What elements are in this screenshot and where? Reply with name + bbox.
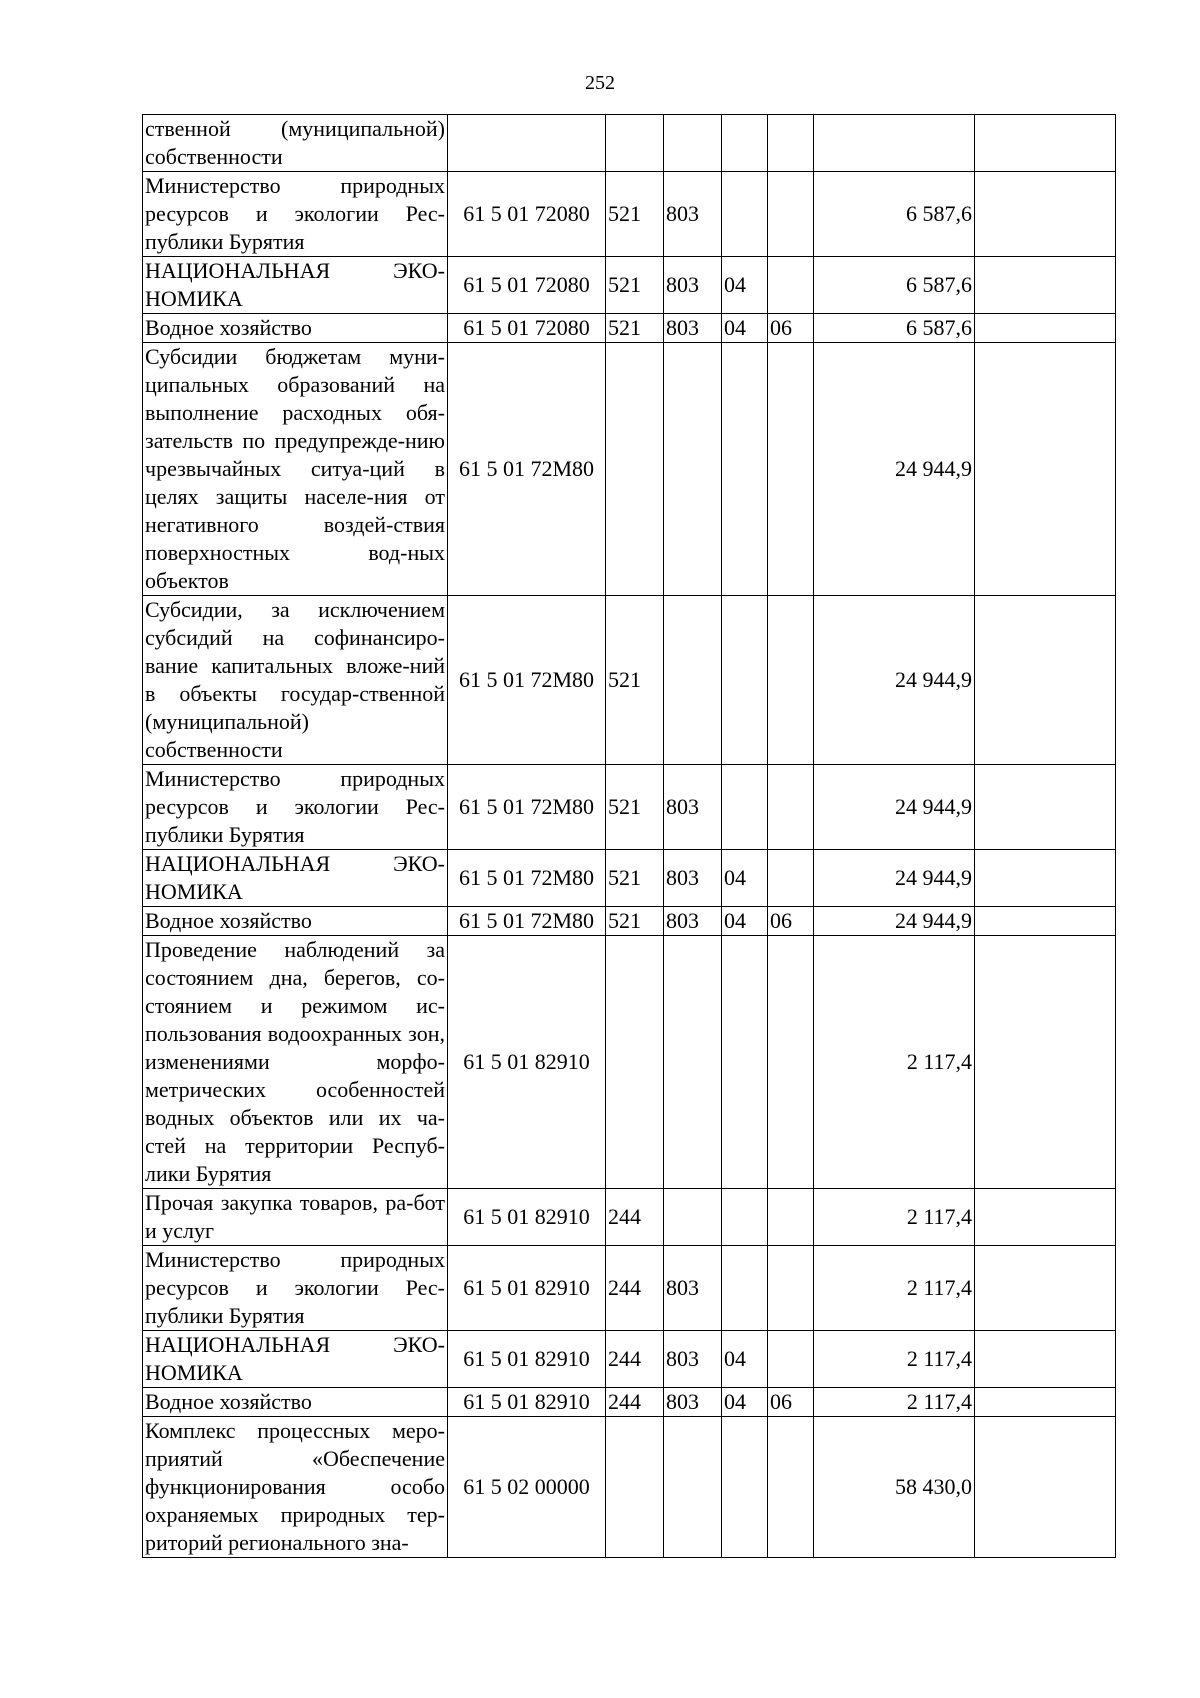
row-description: Министерство природных ресурсов и экологии Рес-публики Бурятия [143,765,448,850]
row-ministry-code: 803 [664,765,722,850]
row-subsection [768,257,814,314]
row-section [722,596,768,765]
row-description: Субсидии бюджетам муни-ципальных образований на выполнение расходных обя-зательств по предупрежде-нию чрезвычайных ситуа-ций в целях защиты населе-ния от негативного воздей-ствия поверхностных вод-ных объектов [143,343,448,596]
row-amount: 6 587,6 [814,257,975,314]
row-description: ственной (муниципальной) собственности [143,115,448,172]
row-section [722,1189,768,1246]
row-amount: 2 117,4 [814,1246,975,1331]
row-ministry-code [664,596,722,765]
row-subsection: 06 [768,314,814,343]
row-expense-type [606,115,664,172]
row-expense-type: 521 [606,257,664,314]
row-amount: 24 944,9 [814,850,975,907]
table-row [143,115,1116,172]
table-row [143,1417,1116,1558]
row-description: Проведение наблюдений за состоянием дна, берегов, со-стоянием и режимом ис-пользования водоохранных зон, изменениями морфо-метрических особенностей водных объектов или их ча-стей на территории Респуб-лики Бурятия [143,936,448,1189]
row-section [722,1246,768,1331]
row-description: НАЦИОНАЛЬНАЯ ЭКО-НОМИКА [143,1331,448,1388]
row-amount: 24 944,9 [814,343,975,596]
row-description: Водное хозяйство [143,1388,448,1417]
row-section: 04 [722,850,768,907]
row-target-code: 61 5 01 72М80 [448,596,606,765]
row-ministry-code: 803 [664,1331,722,1388]
row-description: Комплекс процессных меро-приятий «Обеспечение функционирования особо охраняемых природных тер-риторий регионального зна- [143,1417,448,1558]
row-target-code: 61 5 01 72М80 [448,343,606,596]
row-expense-type [606,343,664,596]
row-extra [975,343,1116,596]
table-row [143,850,1116,907]
row-extra [975,907,1116,936]
row-ministry-code [664,343,722,596]
row-expense-type: 521 [606,314,664,343]
row-target-code [448,115,606,172]
row-subsection [768,936,814,1189]
row-description: Субсидии, за исключением субсидий на софинансиро-вание капитальных вложе-ний в объекты государ-ственной (муниципальной) собственности [143,596,448,765]
row-ministry-code [664,1417,722,1558]
row-target-code: 61 5 01 72М80 [448,765,606,850]
row-section [722,172,768,257]
row-extra [975,1331,1116,1388]
row-section: 04 [722,1388,768,1417]
row-expense-type: 521 [606,765,664,850]
row-target-code: 61 5 01 72М80 [448,850,606,907]
row-ministry-code: 803 [664,257,722,314]
row-extra [975,596,1116,765]
row-ministry-code: 803 [664,1388,722,1417]
row-extra [975,850,1116,907]
row-extra [975,1189,1116,1246]
row-target-code: 61 5 01 72080 [448,172,606,257]
row-section [722,343,768,596]
row-extra [975,172,1116,257]
budget-table [142,114,1116,1558]
row-amount: 2 117,4 [814,1331,975,1388]
row-extra [975,936,1116,1189]
row-ministry-code [664,115,722,172]
row-section: 04 [722,907,768,936]
table-row [143,1189,1116,1246]
table-row [143,936,1116,1189]
row-description: Министерство природных ресурсов и экологии Рес-публики Бурятия [143,172,448,257]
row-subsection: 06 [768,1388,814,1417]
row-expense-type: 244 [606,1246,664,1331]
row-amount: 58 430,0 [814,1417,975,1558]
row-ministry-code: 803 [664,314,722,343]
row-target-code: 61 5 01 82910 [448,1388,606,1417]
row-subsection [768,115,814,172]
row-ministry-code: 803 [664,907,722,936]
row-subsection: 06 [768,907,814,936]
row-extra [975,314,1116,343]
row-amount: 24 944,9 [814,596,975,765]
row-amount: 24 944,9 [814,907,975,936]
row-description: НАЦИОНАЛЬНАЯ ЭКО-НОМИКА [143,257,448,314]
row-amount: 6 587,6 [814,172,975,257]
row-target-code: 61 5 01 72080 [448,314,606,343]
row-expense-type: 521 [606,172,664,257]
table-row [143,257,1116,314]
row-extra [975,115,1116,172]
table-row [143,1246,1116,1331]
row-extra [975,1246,1116,1331]
row-target-code: 61 5 01 72080 [448,257,606,314]
row-subsection [768,1189,814,1246]
row-description: Прочая закупка товаров, ра-бот и услуг [143,1189,448,1246]
table-row [143,907,1116,936]
row-subsection [768,596,814,765]
row-expense-type [606,936,664,1189]
row-expense-type: 521 [606,850,664,907]
table-body [143,115,1116,1558]
row-expense-type [606,1417,664,1558]
row-amount: 2 117,4 [814,1388,975,1417]
row-extra [975,1417,1116,1558]
row-target-code: 61 5 01 72М80 [448,907,606,936]
row-section: 04 [722,1331,768,1388]
row-ministry-code: 803 [664,850,722,907]
row-section [722,936,768,1189]
row-expense-type: 244 [606,1331,664,1388]
row-expense-type: 521 [606,907,664,936]
row-amount: 24 944,9 [814,765,975,850]
row-amount: 2 117,4 [814,1189,975,1246]
row-amount: 6 587,6 [814,314,975,343]
page-number: 252 [585,72,615,94]
row-section [722,1417,768,1558]
row-subsection [768,765,814,850]
row-ministry-code: 803 [664,1246,722,1331]
row-subsection [768,1331,814,1388]
row-target-code: 61 5 02 00000 [448,1417,606,1558]
row-ministry-code [664,936,722,1189]
row-description: Министерство природных ресурсов и экологии Рес-публики Бурятия [143,1246,448,1331]
row-section: 04 [722,314,768,343]
row-target-code: 61 5 01 82910 [448,936,606,1189]
row-section [722,115,768,172]
row-extra [975,765,1116,850]
row-subsection [768,172,814,257]
row-target-code: 61 5 01 82910 [448,1331,606,1388]
table-row [143,765,1116,850]
row-expense-type: 521 [606,596,664,765]
row-ministry-code: 803 [664,172,722,257]
row-extra [975,257,1116,314]
row-subsection [768,1417,814,1558]
row-expense-type: 244 [606,1189,664,1246]
table-row [143,314,1116,343]
row-section: 04 [722,257,768,314]
row-amount: 2 117,4 [814,936,975,1189]
table-row [143,1388,1116,1417]
row-target-code: 61 5 01 82910 [448,1189,606,1246]
row-ministry-code [664,1189,722,1246]
row-target-code: 61 5 01 82910 [448,1246,606,1331]
table-row [143,596,1116,765]
row-subsection [768,1246,814,1331]
row-subsection [768,343,814,596]
row-section [722,765,768,850]
row-extra [975,1388,1116,1417]
row-description: Водное хозяйство [143,314,448,343]
table-row [143,343,1116,596]
table-row [143,172,1116,257]
row-description: Водное хозяйство [143,907,448,936]
table-row [143,1331,1116,1388]
row-amount [814,115,975,172]
row-subsection [768,850,814,907]
row-description: НАЦИОНАЛЬНАЯ ЭКО-НОМИКА [143,850,448,907]
row-expense-type: 244 [606,1388,664,1417]
